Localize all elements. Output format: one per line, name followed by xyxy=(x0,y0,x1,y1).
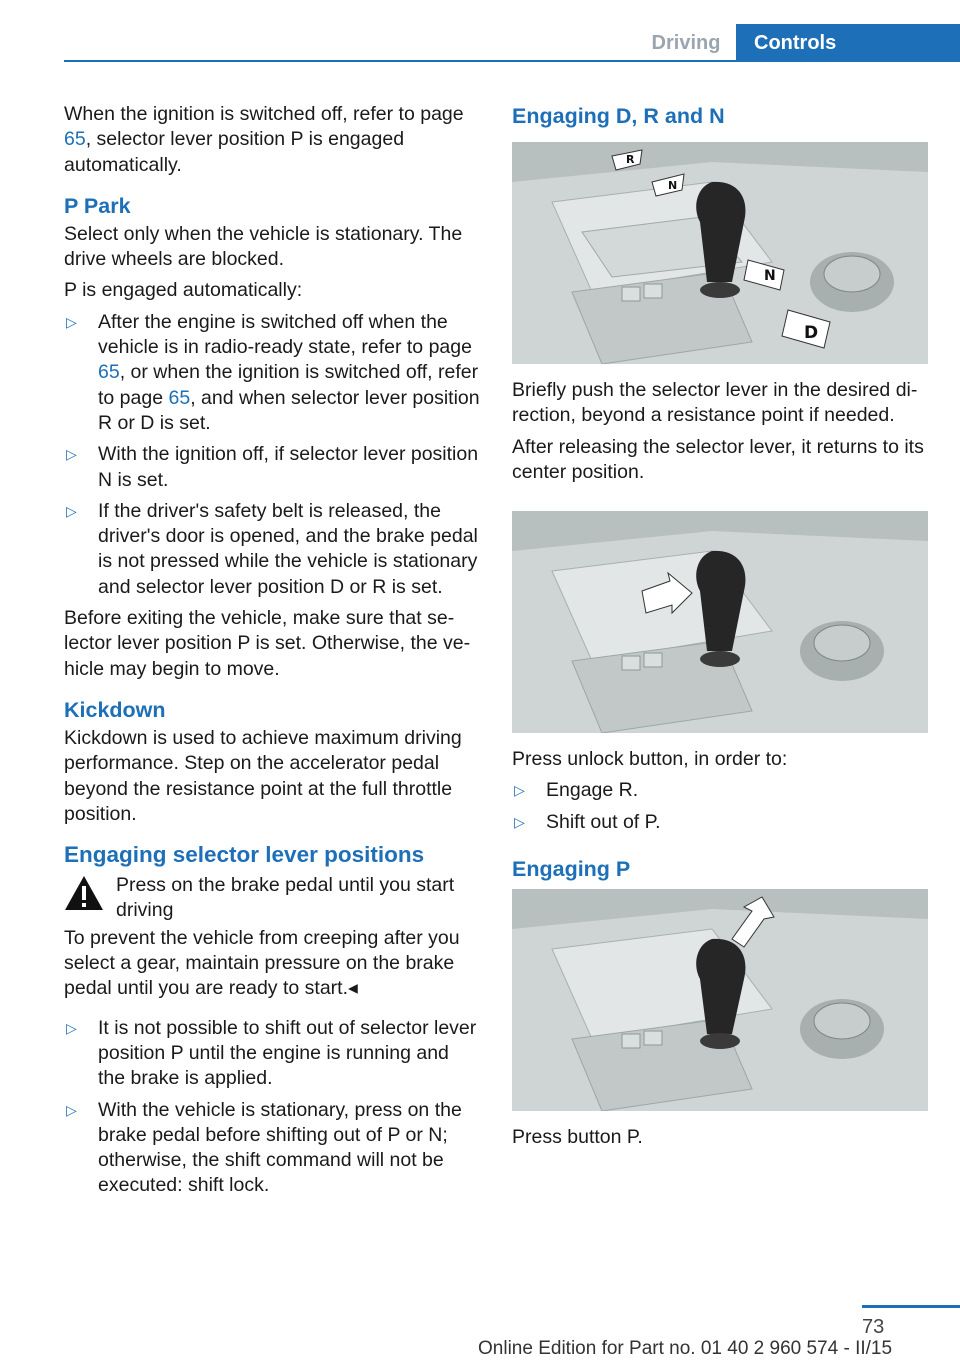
tab-driving[interactable]: Driving xyxy=(651,31,721,54)
bullet-text: It is not possible to shift out of selector lever position P until the engine is running and the brake is applied. xyxy=(98,1016,477,1090)
bullet-icon: ▷ xyxy=(514,782,525,799)
park-paragraph-2: P is engaged automatically: xyxy=(64,279,303,302)
page-link[interactable]: 65 xyxy=(168,386,191,409)
unlock-paragraph: Press unlock button, in order to: xyxy=(512,748,788,771)
engage-heading: Engaging selector lever positions xyxy=(64,842,425,868)
park-heading: P Park xyxy=(64,193,131,218)
arrow-label-n1: N xyxy=(668,179,678,192)
bullet-text: After the engine is switched off when the vehicle is in radio-ready state, refer to page xyxy=(98,310,472,359)
warning-paragraph: To prevent the vehicle from creeping after you select a gear, maintain pressure on the brake pedal until you are ready to start.◂ xyxy=(64,926,460,1000)
bullet-icon: ▷ xyxy=(66,313,77,330)
park-paragraph-3: Before exiting the vehicle, make sure that selector lever position P is set. Otherwise, the vehicle may begin to move. xyxy=(64,607,471,680)
bullet-icon: ▷ xyxy=(66,502,77,519)
figure-selector-drn xyxy=(512,142,928,364)
drn-paragraph-1: Briefly push the selector lever in the desired direction, beyond a resistance point if needed. xyxy=(512,379,918,427)
list-item xyxy=(512,778,932,803)
bullet-text: Shift out of P. xyxy=(546,810,661,833)
bullet-icon: ▷ xyxy=(66,1101,77,1118)
bullet-text: , and when selector lever position R or D is set. xyxy=(98,386,480,434)
list-item xyxy=(64,442,480,493)
bullet-text: , or when the ignition is switched off, refer to page xyxy=(98,361,479,409)
kickdown-paragraph: Kickdown is used to achieve maximum driving performance. Step on the accelerator pedal beyond the resistance point at the full throttle position. xyxy=(64,726,462,825)
park-paragraph-1: Select only when the vehicle is stationary. The drive wheels are blocked. xyxy=(64,222,463,271)
intro-text-a: When the ignition is switched off, refer to page xyxy=(64,103,464,125)
list-item xyxy=(64,1098,480,1199)
warning-triangle-icon xyxy=(64,875,104,911)
engaging-p-heading: Engaging P xyxy=(512,857,631,882)
list-item xyxy=(64,499,480,600)
bullet-icon: ▷ xyxy=(66,446,77,463)
arrow-label-r: R xyxy=(626,153,635,166)
left-column xyxy=(64,102,480,1205)
right-column xyxy=(512,102,932,1156)
list-item xyxy=(64,310,480,436)
figure-p-button xyxy=(512,889,928,1111)
park-bullet-list xyxy=(64,310,480,600)
list-item xyxy=(512,810,932,835)
warning-block xyxy=(64,873,480,924)
bullet-text: If the driver's safety belt is released, the driver's door is opened, and the brake pedal is not pressed while the vehicle is stationary and selector lever position D or R is set. xyxy=(98,499,478,598)
unlock-bullet-list xyxy=(512,778,932,835)
page-number: 73 xyxy=(862,1316,885,1338)
bullet-icon: ▷ xyxy=(66,1019,77,1036)
list-item xyxy=(64,1016,480,1092)
kickdown-heading: Kickdown xyxy=(64,697,166,722)
bullet-text: With the vehicle is stationary, press on the brake pedal before shifting out of P or N; otherwise, the shift command will not be executed: shift lock. xyxy=(98,1098,462,1197)
page-link[interactable]: 65 xyxy=(64,128,86,151)
page-link[interactable]: 65 xyxy=(98,361,120,384)
bullet-text: Engage R. xyxy=(546,779,639,802)
intro-paragraph xyxy=(64,102,480,178)
bullet-icon: ▷ xyxy=(514,813,525,830)
engage-bullet-list xyxy=(64,1016,480,1199)
intro-text-b: , selector lever position P is engaged automatically. xyxy=(64,128,405,176)
p-button-paragraph: Press button P. xyxy=(512,1126,643,1149)
figure-unlock-button xyxy=(512,511,928,733)
drn-heading: Engaging D, R and N xyxy=(512,104,725,128)
drn-paragraph-2: After releasing the selector lever, it returns to its center position. xyxy=(512,435,924,483)
arrow-label-d: D xyxy=(804,323,819,343)
header-rule xyxy=(64,60,960,62)
tab-controls[interactable]: Controls xyxy=(736,24,960,62)
footer-edition: Online Edition for Part no. 01 40 2 960 574 - II/15 xyxy=(478,1338,893,1359)
warning-text: Press on the brake pedal until you start driving xyxy=(116,874,455,922)
bullet-text: With the ignition off, if selector lever position N is set. xyxy=(98,443,479,491)
footer-rule xyxy=(862,1305,960,1308)
arrow-label-n2: N xyxy=(764,268,776,284)
